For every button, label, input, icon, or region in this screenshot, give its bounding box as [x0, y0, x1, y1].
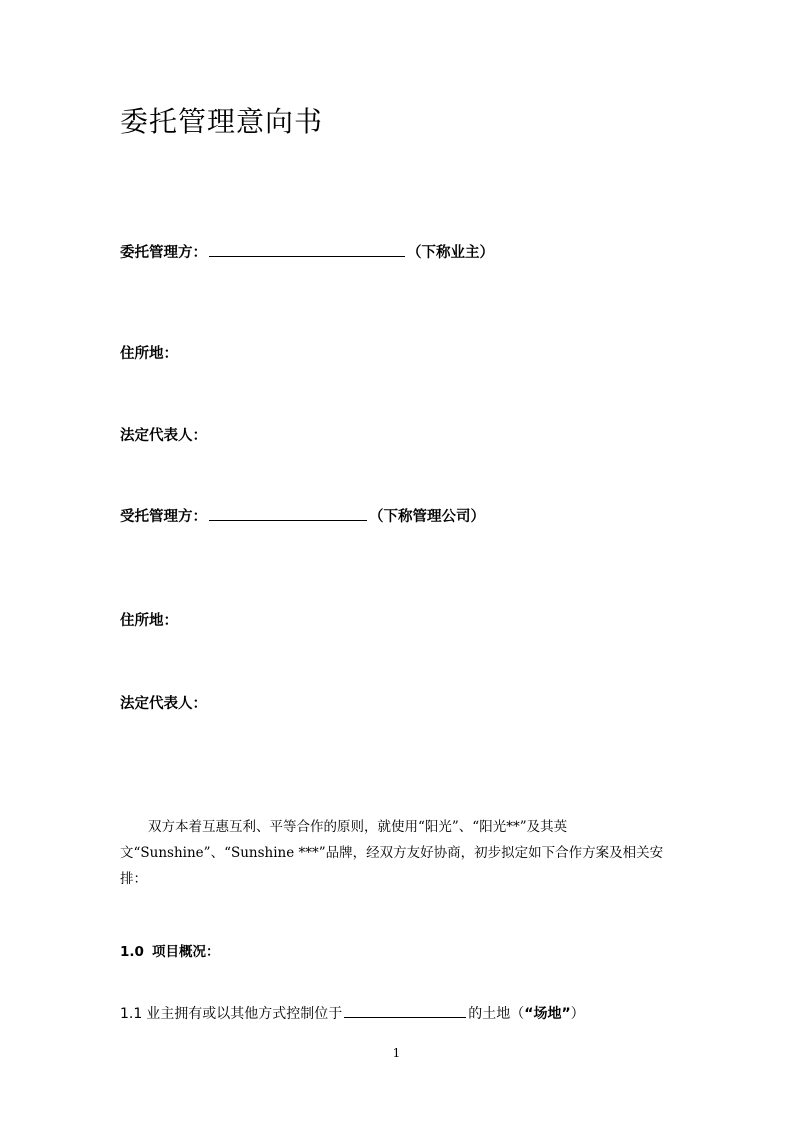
manager-blank-line[interactable] — [209, 519, 367, 521]
section-1-heading — [120, 940, 220, 960]
manager-field — [120, 505, 485, 526]
page-number: 1 — [392, 1046, 401, 1060]
owner-label: 委托管理方： — [120, 245, 207, 261]
intro-text: 双方本着互惠互利、平等合作的原则，就使用“阳光”、“阳光**”及其英文“Sunshine”、“Sunshine ***”品牌，经双方友好协商，初步拟定如下合作方案及相关安排： — [120, 819, 664, 887]
owner-address-label: 住所地： — [120, 346, 178, 362]
owner-representative-label: 法定代表人： — [120, 428, 207, 444]
clause-text-after: 的土地（ — [468, 1006, 525, 1022]
location-blank-line[interactable] — [344, 1016, 466, 1018]
owner-blank-line[interactable] — [209, 255, 405, 257]
manager-address-label: 住所地： — [120, 613, 178, 629]
manager-suffix: （下称管理公司） — [369, 509, 485, 525]
clause-close: ） — [570, 1006, 585, 1022]
clause-defined-term: “场地” — [524, 1006, 571, 1022]
clause-text-before: 业主拥有或以其他方式控制位于 — [146, 1006, 343, 1022]
clause-1-1 — [120, 1003, 585, 1023]
intro-paragraph — [120, 814, 680, 892]
owner-suffix: （下称业主） — [407, 245, 494, 261]
document-title: 委托管理意向书 — [120, 105, 324, 138]
manager-representative-label: 法定代表人： — [120, 696, 207, 712]
manager-label: 受托管理方： — [120, 509, 207, 525]
clause-number: 1.1 — [120, 1006, 143, 1022]
owner-field — [120, 241, 494, 262]
section-number: 1.0 — [120, 944, 144, 960]
section-title: 项目概况： — [152, 944, 220, 960]
